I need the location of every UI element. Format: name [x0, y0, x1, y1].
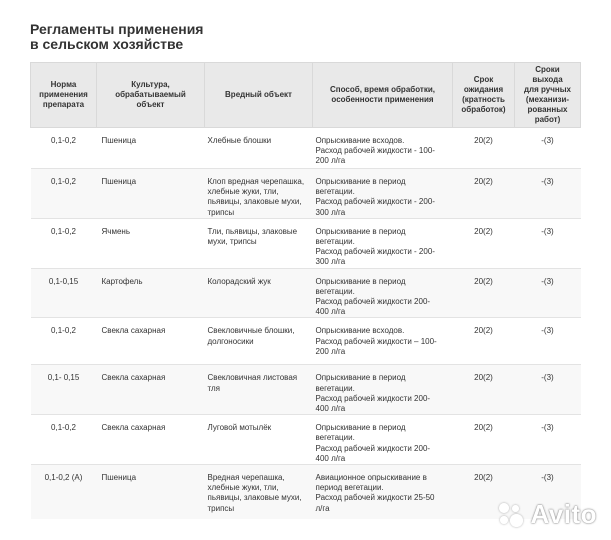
cell-method: [313, 128, 453, 169]
cell-method: [313, 218, 453, 268]
text-line: 300 л/га: [315, 257, 346, 267]
text-line: (механизи-: [525, 95, 570, 104]
text-line: вегетации.: [315, 187, 355, 197]
header-crop: [97, 63, 205, 128]
text-line: обрабатываемый: [115, 90, 186, 99]
text-line: вегетации.: [315, 433, 355, 443]
text-line: применения: [39, 90, 88, 99]
cell-wait: 20(2): [453, 415, 515, 465]
cell-norm: 0,1-0,2: [31, 169, 97, 219]
text-line: препарата: [42, 100, 85, 109]
text-line: вегетации.: [315, 286, 355, 296]
cell-exit: -(3): [515, 465, 581, 520]
cell-pest: [205, 318, 313, 365]
text-line: 400 л/га: [315, 307, 346, 317]
cell-exit: -(3): [515, 318, 581, 365]
text-line: 200 л/га: [315, 346, 346, 356]
cell-method: [313, 318, 453, 365]
text-line: Свекловичные блошки,: [207, 326, 295, 336]
table-row: [31, 318, 581, 365]
text-line: тля: [207, 383, 220, 393]
text-line: долгоносики: [207, 336, 254, 346]
text-line: обработок): [461, 105, 506, 114]
text-line: Опрыскивание в период: [315, 276, 406, 286]
text-line: Вредный объект: [225, 90, 292, 99]
header-exit: [515, 63, 581, 128]
table-row: [31, 365, 581, 415]
cell-norm: 0,1- 0,15: [31, 365, 97, 415]
text-line: пьявицы, злаковые мухи,: [207, 197, 302, 207]
title-line-2: в сельском хозяйстве: [30, 36, 184, 52]
text-line: Вредная черепашка,: [207, 473, 285, 483]
text-line: Хлебные блошки: [207, 136, 272, 145]
cell-exit: -(3): [515, 415, 581, 465]
cell-wait: 20(2): [453, 318, 515, 365]
text-line: Опрыскивание всходов.: [315, 326, 405, 336]
text-line: Расход рабочей жидкости - 200-: [315, 247, 435, 257]
text-line: Луговой мотылёк: [207, 423, 272, 433]
text-line: (кратность: [462, 95, 505, 104]
header-norm: [31, 63, 97, 128]
page-title: [30, 22, 203, 52]
text-line: Расход рабочей жидкости 200-: [315, 443, 431, 453]
cell-norm: 0,1-0,15: [31, 268, 97, 318]
text-line: Опрыскивание в период: [315, 177, 406, 186]
header-method: [313, 63, 453, 128]
avito-logo-icon: [498, 502, 524, 528]
text-line: вегетации.: [315, 383, 355, 393]
cell-wait: 20(2): [453, 218, 515, 268]
cell-crop: Свекла сахарная: [97, 318, 205, 365]
cell-wait: 20(2): [453, 268, 515, 318]
cell-method: [313, 268, 453, 318]
cell-pest: [205, 465, 313, 520]
text-line: Расход рабочей жидкости 25-50: [315, 493, 435, 503]
text-line: Сроки: [535, 65, 560, 74]
cell-norm: 0,1-0,2: [31, 218, 97, 268]
cell-norm: 0,1-0,2 (А): [31, 465, 97, 520]
text-line: для ручных: [523, 85, 572, 94]
header-pest: [205, 63, 313, 128]
table-row: [31, 415, 581, 465]
text-line: Опрыскивание в период: [315, 423, 406, 433]
cell-norm: 0,1-0,2: [31, 415, 97, 465]
cell-crop: Свекла сахарная: [97, 365, 205, 415]
text-line: особенности применения: [331, 95, 434, 104]
cell-wait: 20(2): [453, 465, 515, 520]
text-line: работ): [534, 115, 561, 124]
cell-pest: [205, 268, 313, 318]
cell-crop: Свекла сахарная: [97, 415, 205, 465]
text-line: 300 л/га: [315, 207, 346, 217]
cell-pest: [205, 128, 313, 169]
text-line: Норма: [50, 80, 77, 89]
cell-crop: Ячмень: [97, 218, 205, 268]
cell-pest: [205, 218, 313, 268]
text-line: мухи, трипсы: [207, 237, 257, 247]
text-line: хлебные жуки, тли,: [207, 483, 279, 493]
cell-exit: -(3): [515, 268, 581, 318]
table-row: [31, 218, 581, 268]
title-line-1: Регламенты применения: [30, 21, 204, 37]
text-line: рованных: [527, 105, 568, 114]
text-line: Расход рабочей жидкости 200-: [315, 297, 431, 307]
cell-crop: Пшеница: [97, 465, 205, 520]
table-header-row: [31, 63, 581, 128]
avito-watermark: [498, 499, 597, 530]
cell-crop: Пшеница: [97, 169, 205, 219]
text-line: объект: [136, 100, 165, 109]
header-wait: [453, 63, 515, 128]
text-line: ожидания: [463, 85, 504, 94]
cell-wait: 20(2): [453, 128, 515, 169]
text-line: пьявицы, злаковые мухи,: [207, 493, 302, 503]
cell-pest: [205, 169, 313, 219]
text-line: Свекловичная листовая: [207, 373, 298, 383]
cell-pest: [205, 365, 313, 415]
cell-crop: Пшеница: [97, 128, 205, 169]
text-line: 200 л/га: [315, 156, 346, 166]
text-line: Клоп вредная черепашка,: [207, 177, 305, 186]
table-body: [31, 128, 581, 520]
text-line: Расход рабочей жидкости - 200-: [315, 197, 435, 207]
text-line: Колорадский жук: [207, 276, 271, 286]
text-line: трипсы: [207, 207, 235, 217]
text-line: период вегетации.: [315, 483, 384, 493]
cell-method: [313, 465, 453, 520]
cell-crop: Картофель: [97, 268, 205, 318]
text-line: Расход рабочей жидкости - 100-: [315, 146, 435, 156]
text-line: Срок: [473, 75, 494, 84]
cell-exit: -(3): [515, 128, 581, 169]
text-line: 400 л/га: [315, 404, 346, 414]
cell-wait: 20(2): [453, 169, 515, 219]
text-line: вегетации.: [315, 237, 355, 247]
text-line: выхода: [532, 75, 563, 84]
text-line: Опрыскивание в период: [315, 373, 406, 383]
cell-exit: -(3): [515, 218, 581, 268]
text-line: хлебные жуки, тли,: [207, 187, 279, 197]
text-line: л/га: [315, 503, 330, 513]
table-row: [31, 128, 581, 169]
table-row: [31, 268, 581, 318]
cell-norm: 0,1-0,2: [31, 128, 97, 169]
text-line: Культура,: [131, 80, 170, 89]
cell-method: [313, 169, 453, 219]
cell-wait: 20(2): [453, 365, 515, 415]
cell-method: [313, 365, 453, 415]
text-line: Опрыскивание всходов.: [315, 136, 405, 145]
text-line: Расход рабочей жидкости – 100-: [315, 336, 437, 346]
text-line: Способ, время обработки,: [330, 85, 435, 94]
text-line: 400 л/га: [315, 453, 346, 463]
cell-exit: -(3): [515, 365, 581, 415]
text-line: Тли, пьявицы, злаковые: [207, 226, 298, 236]
text-line: Расход рабочей жидкости 200-: [315, 393, 431, 403]
text-line: трипсы: [207, 503, 235, 513]
cell-method: [313, 415, 453, 465]
text-line: Авиационное опрыскивание в: [315, 473, 427, 483]
regulations-table: [30, 62, 581, 519]
cell-norm: 0,1-0,2: [31, 318, 97, 365]
text-line: Опрыскивание в период: [315, 226, 406, 236]
avito-watermark-text: Avito: [530, 499, 597, 529]
table-row: [31, 169, 581, 219]
cell-exit: -(3): [515, 169, 581, 219]
cell-pest: [205, 415, 313, 465]
